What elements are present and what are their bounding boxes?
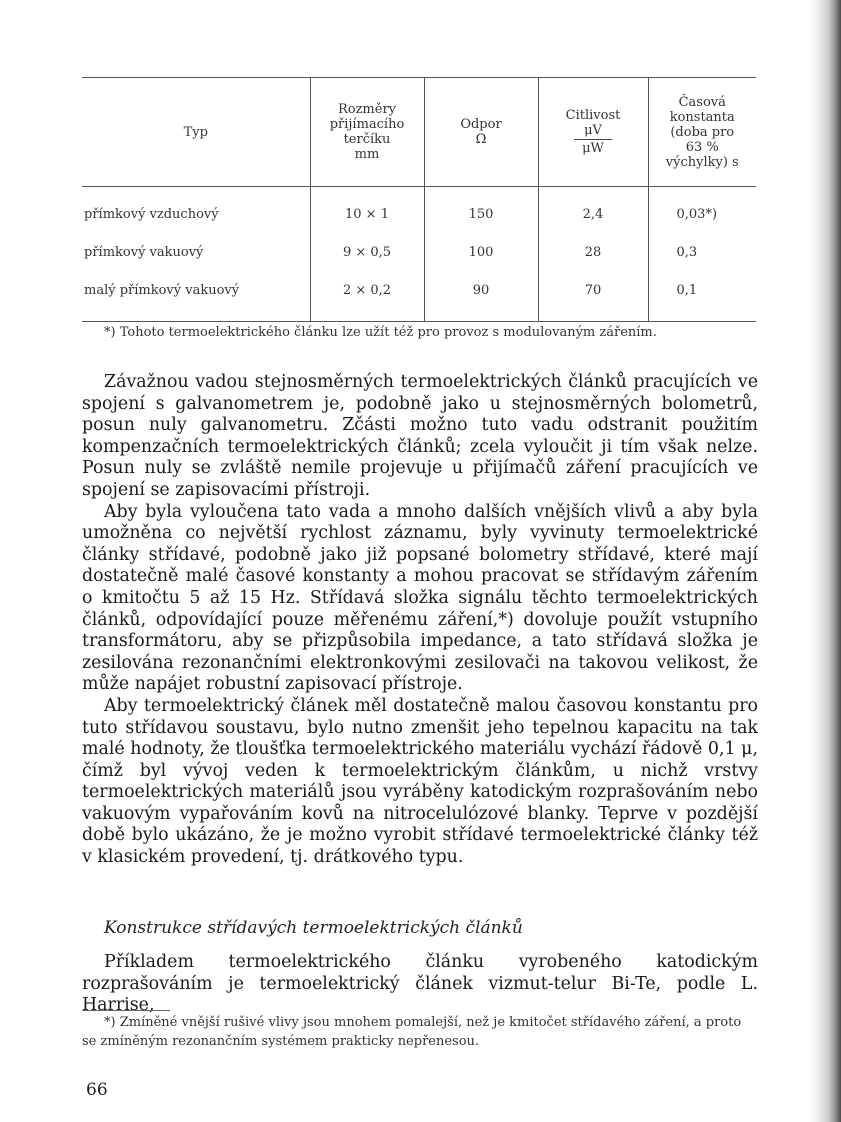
header-citlivost: [538, 78, 648, 187]
data-table-container: [82, 77, 756, 322]
header-rozmery-line: Rozměry: [337, 102, 397, 117]
book-page-edge-shadow: [807, 0, 841, 1122]
cell-typ: přímkový vakuový: [84, 244, 204, 260]
cell-typ: přímkový vzduchový: [84, 206, 219, 222]
header-rozmery-line: terčíku: [343, 132, 391, 147]
paragraph: Aby termoelektrický článek měl dostatečně malou časovou konstantu pro tuto střídavou soustavu, bylo nutno zmenšit jeho tepelnou kapacitu na tak malé hodnoty, že tloušťka termoelektrického materiálu vychází řádově 0,1 μ, čímž byl vývoj veden k termoelektrickým článkům, u nichž vrstvy termoelektrických materiálů jsou vyráběny katodickým rozprašováním nebo vakuovým vypařováním kovů na nitrocelulózové blanky. Teprve v pozdější době bylo ukázáno, že je možno vyrobit střídavé termoelektrické články též v klasickém provedení, tj. drátkového typu.: [82, 695, 758, 868]
cell-casova: 0,03*): [648, 187, 756, 234]
header-odpor-line: Odpor: [460, 117, 502, 132]
cell-odpor: 90: [424, 271, 538, 322]
cell-odpor: 100: [424, 233, 538, 271]
cell-rozmery: 9 × 0,5: [310, 233, 424, 271]
page-number: 66: [86, 1080, 108, 1100]
header-casova-line: konstanta: [669, 109, 735, 125]
section-text: [82, 952, 758, 1017]
header-odpor-unit: Ω: [475, 132, 487, 147]
header-casova-line: (doba pro: [670, 124, 735, 140]
table-header-row: [82, 78, 756, 187]
paragraph: Aby byla vyloučena tato vada a mnoho dalších vnějších vlivů a aby byla umožněna co největší rychlost záznamu, byly vyvinuty termoelektrické články střídavé, podobně jako již popsané bolometry střídavé, které mají dostatečně malé časové konstanty a mohou pracovat se střídavým zářením o kmitočtu 5 až 15 Hz. Střídavá složka signálu těchto termoelektrických článků, odpovídající pouze měřenému záření,*) dovoluje použít vstupního transformátoru, aby se přizpůsobila impedance, a tato střídavá složka je zesilována rezonančními elektronkovými zesilovači na takovou velikost, že může napájet robustní zapisovací přístroje.: [82, 501, 758, 695]
table-row: [82, 233, 756, 271]
main-text: [82, 372, 758, 869]
fraction-denominator: μW: [582, 141, 604, 156]
thermocouple-table: [82, 77, 756, 322]
header-rozmery: [310, 78, 424, 187]
paragraph: Příkladem termoelektrického článku vyrobeného katodickým rozprašováním je termoelektrický článek vizmut-telur Bi-Te, podle L. Harrise,: [82, 952, 758, 1016]
cell-odpor: 150: [424, 187, 538, 234]
header-typ: Typ: [82, 78, 310, 187]
cell-rozmery: 10 × 1: [310, 187, 424, 234]
header-citlivost-label: Citlivost: [565, 108, 621, 123]
footnote-divider: [82, 1010, 170, 1011]
header-odpor: [424, 78, 538, 187]
cell-casova: 0,3: [648, 233, 756, 271]
table-footnote: *) Tohoto termoelektrického článku lze užít též pro provoz s modulovaným zářením.: [104, 325, 657, 340]
paragraph: Závažnou vadou stejnosměrných termoelektrických článků pracujících ve spojení s galvanometrem je, podobně jako u stejnosměrných bolometrů, posun nuly galvanometru. Zčásti možno tuto vadu odstranit použitím kompenzačních termoelektrických článků; zcela vyloučit ji tím však nelze. Posun nuly se zvláště nemile projevuje u přijímačů záření pracujících ve spojení se zapisovacími přístroji.: [82, 372, 758, 500]
cell-rozmery: 2 × 0,2: [310, 271, 424, 322]
cell-citlivost: 28: [538, 233, 648, 271]
header-citlivost-fraction: [574, 123, 612, 156]
header-rozmery-line: přijímacího: [329, 117, 405, 132]
header-casova-line: 63 %: [685, 139, 719, 155]
page-footnote: *) Zmíněné vnější rušivé vlivy jsou mnohem pomalejší, než je kmitočet střídavého záření, a proto se zmíněným rezonančním systémem prakticky nepřenesou.: [82, 1015, 742, 1049]
cell-casova: 0,1: [648, 271, 756, 322]
header-casova-konstanta: [648, 78, 756, 187]
header-casova-line: Časová: [678, 94, 726, 110]
cell-typ: malý přímkový vakuový: [82, 271, 310, 322]
table-row: [82, 271, 756, 322]
table-row: [82, 187, 756, 234]
cell-citlivost: 70: [538, 271, 648, 322]
section-heading: Konstrukce střídavých termoelektrických článků: [104, 918, 523, 938]
header-rozmery-line: mm: [354, 147, 380, 162]
cell-citlivost: 2,4: [538, 187, 648, 234]
fraction-numerator: μV: [574, 123, 612, 140]
header-casova-line: výchylky) s: [665, 154, 739, 170]
